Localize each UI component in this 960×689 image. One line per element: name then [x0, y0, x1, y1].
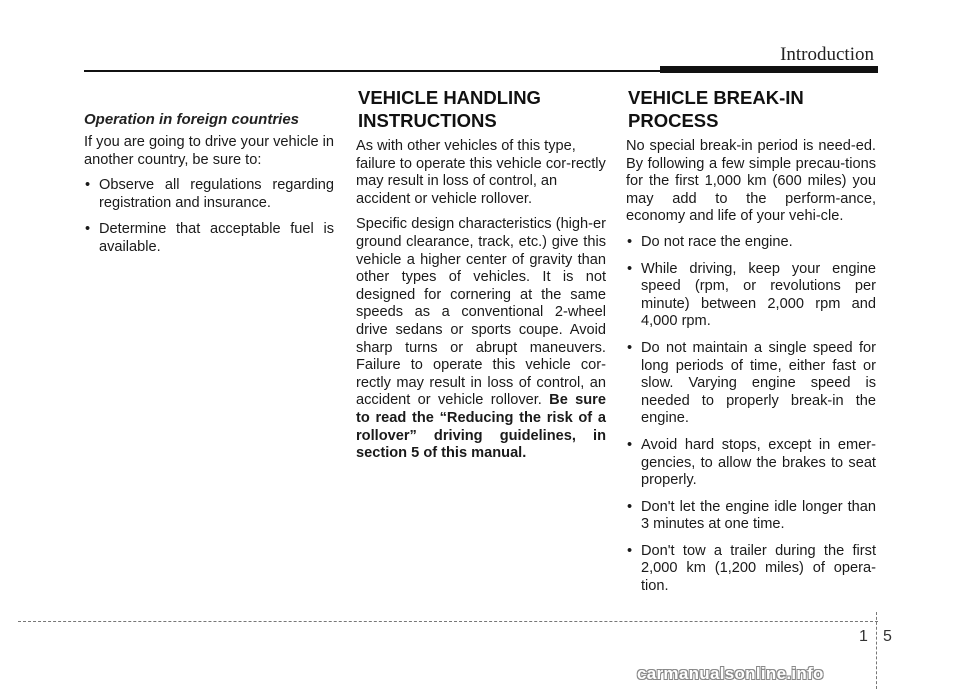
- heading-line: PROCESS: [628, 110, 719, 131]
- intro-paragraph: No special break-in period is need-ed. By following a few simple precau-tions for the first 1,000 km (600 miles) you may add to the perform-ance, economy and life of your vehi-cle.: [626, 138, 876, 225]
- page-divider: [876, 612, 877, 689]
- list-item: • Avoid hard stops, except in emer-gencies, to allow the brakes to seat properly.: [626, 437, 876, 490]
- list-item: • Don't let the engine idle longer than 3 minutes at one time.: [626, 499, 876, 534]
- header-rule-accent: [660, 66, 878, 73]
- list-item: • While driving, keep your engine speed (rpm, or revolutions per minute) between 2,000 rpm and 4,000 rpm.: [626, 261, 876, 331]
- footer-rule: [18, 621, 878, 622]
- section-heading-break-in: [628, 86, 876, 132]
- list-item: • Do not race the engine.: [626, 234, 876, 252]
- list-item: • Do not maintain a single speed for long periods of time, either fast or slow. Varying engine speed is needed to properly break-in the engine.: [626, 340, 876, 428]
- intro-paragraph: If you are going to drive your vehicle in another country, be sure to:: [84, 134, 334, 168]
- list-item: • Observe all regulations regarding registration and insurance.: [84, 177, 334, 212]
- subheading-foreign-countries: Operation in foreign countries: [84, 111, 300, 128]
- column-foreign-countries: [84, 86, 334, 266]
- paragraph: [356, 216, 606, 462]
- paragraph: As with other vehicles of this type, failure to operate this vehicle cor-rectly may result in loss of control, an accident or vehicle rollover.: [356, 138, 606, 207]
- list-item: • Determine that acceptable fuel is available.: [84, 221, 334, 256]
- paragraph-text: Specific design characteristics (high-er ground clearance, track, etc.) give this vehicle a higher center of gravity than other types of vehicles. It is not designed for cornering at the same speeds as a conventional 2-wheel drive sedans or sports coupe. Avoid sharp turns or abrupt maneuvers. Failure to operate this vehicle cor-rectly may result in loss of control, an accident or vehicle rollover.: [356, 216, 606, 409]
- bullet-list: [84, 177, 334, 256]
- list-item: • Don't tow a trailer during the first 2,000 km (1,200 miles) of opera-tion.: [626, 543, 876, 596]
- chapter-number: 1: [859, 628, 868, 645]
- section-title: Introduction: [780, 44, 874, 65]
- heading-line: VEHICLE BREAK-IN: [628, 87, 804, 108]
- heading-line: INSTRUCTIONS: [358, 110, 497, 131]
- watermark: carmanualsonline.info: [637, 664, 824, 683]
- page-number: 5: [883, 628, 892, 645]
- column-handling-instructions: [356, 86, 606, 471]
- column-break-in-process: [626, 86, 876, 605]
- section-heading-handling: [358, 86, 606, 132]
- bullet-list: [626, 234, 876, 596]
- rollover-warning-bold: Be sure to read the “Reducing the risk of a rollover” driving guidelines, in section 5 of this manual.: [356, 392, 606, 462]
- heading-line: VEHICLE HANDLING: [358, 87, 541, 108]
